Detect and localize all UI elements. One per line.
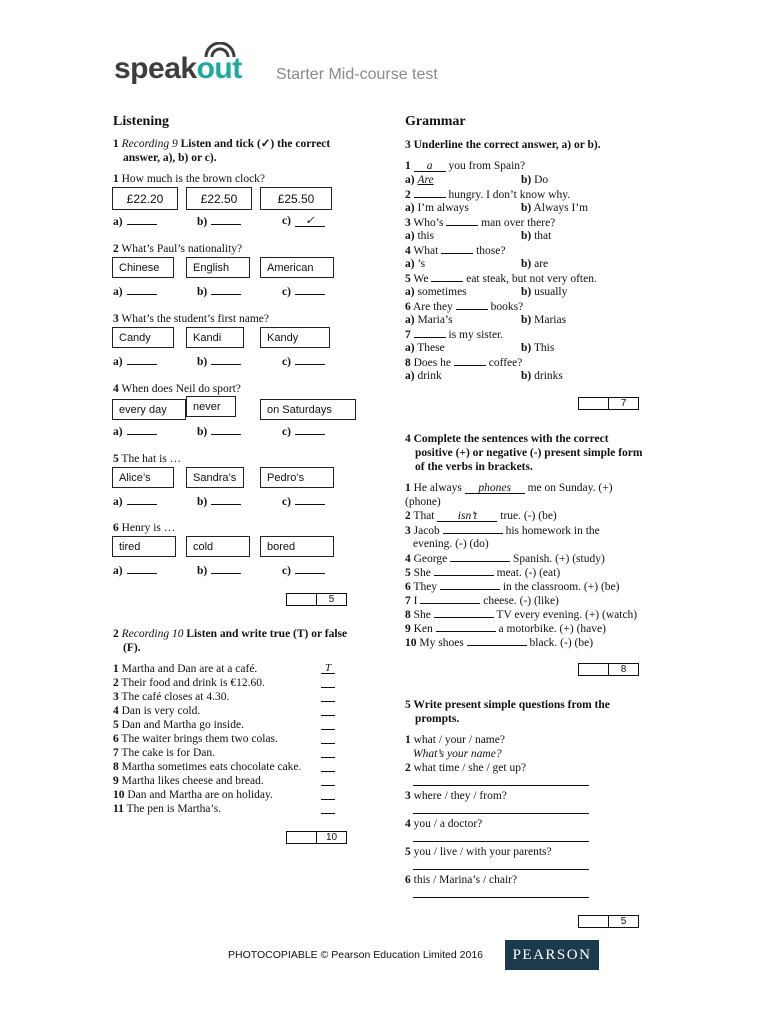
q4-sentence: 6 They in the classroom. (+) (be) [405,581,620,593]
q3-option-b[interactable]: b) usually [521,286,568,298]
q4-answer-blank[interactable] [436,621,496,632]
q3-sentence: 3 Who’s man over there? [405,217,556,229]
q1-option-box: cold [186,536,250,557]
q5-prompt: 3 where / they / from? [405,790,507,802]
q3-option-b[interactable]: b) that [521,230,552,242]
q3-option-a[interactable]: a) These [405,342,445,354]
q4-instruction-2: positive (+) or negative (-) present simple form [415,447,643,459]
q1-answer-blank[interactable]: b) [197,354,241,369]
q5-prompt: 1 what / your / name? [405,734,505,746]
q5-answer-line[interactable] [413,785,589,786]
q1-instruction-2: answer, a), b) or c). [123,152,217,164]
q4-sentence: 3 Jacob his homework in the [405,525,600,537]
q4-answer-blank[interactable] [434,565,494,576]
q2-instruction-2: (F). [123,642,141,654]
q1-instruction: 1 Recording 9 Listen and tick (✓) the correct [113,138,331,150]
q4-answer-blank[interactable] [420,593,480,604]
q2-statement: 6 The waiter brings them two colas. [113,733,278,745]
q3-sentence: 7 is my sister. [405,329,504,341]
q2-answer-blank[interactable] [321,691,335,702]
q3-option-b[interactable]: b) Always I’m [521,202,589,214]
q2-instruction: 2 Recording 10 Listen and write true (T) or false [113,628,348,640]
q1-option-box: never [186,396,236,417]
q3-option-a[interactable]: a) drink [405,370,442,382]
q4-answer-blank[interactable] [443,523,503,534]
logo-waves-icon [200,42,240,58]
q1-option-box: every day [112,399,186,420]
q2-answer-blank[interactable] [321,789,335,800]
photocopiable-note: PHOTOCOPIABLE © Pearson Education Limited 2016 [228,949,484,961]
q3-sentence: 2 hungry. I don’t know why. [405,189,571,201]
q1-option-box: Chinese [112,257,174,278]
q1-item-question: 4 When does Neil do sport? [113,383,241,395]
q1-option-box: Kandy [260,327,330,348]
q2-answer-blank[interactable] [321,677,335,688]
q3-sentence: 5 We eat steak, but not very often. [405,273,597,285]
q3-option-b[interactable]: b) are [521,258,549,270]
q4-sentence: 1 He always phones me on Sunday. (+) [405,482,613,494]
q1-score-box: 5 [286,593,347,606]
q4-answer-blank[interactable] [467,635,527,646]
q4-answer-blank[interactable] [450,551,510,562]
q2-statement: 2 Their food and drink is €12.60. [113,677,265,689]
q4-instruction-3: of the verbs in brackets. [415,461,533,473]
q1-answer-blank[interactable]: a) [113,354,157,369]
q1-option-box: on Saturdays [260,399,356,420]
q1-answer-blank[interactable]: c) [282,284,325,299]
q5-prompt: 2 what time / she / get up? [405,762,527,774]
q5-instruction-2: prompts. [415,713,460,725]
q2-statement: 1 Martha and Dan are at a café. [113,663,258,675]
page-subtitle: Starter Mid-course test [276,66,438,83]
q1-item-question: 6 Henry is … [113,522,176,534]
q1-option-box: English [186,257,250,278]
q4-sentence: 9 Ken a motorbike. (+) (have) [405,623,606,635]
q3-score-box: 7 [578,397,639,410]
pearson-logo: PEARSON [505,940,599,970]
q1-option-box: American [260,257,334,278]
q4-answer-blank[interactable] [434,607,494,618]
q3-option-a[interactable]: a) Maria’s [405,314,453,326]
q1-option-box: Candy [112,327,174,348]
q4-sentence: 4 George Spanish. (+) (study) [405,553,605,565]
q4-sentence: 8 She TV every evening. (+) (watch) [405,609,638,621]
q1-answer-blank[interactable]: b) [197,214,241,229]
q1-option-box: £22.50 [186,187,252,210]
q2-answer-blank[interactable] [321,705,335,716]
q3-option-b[interactable]: b) Marias [521,314,567,326]
q4-answer-blank[interactable] [440,579,500,590]
q1-answer-blank[interactable]: c) ✓ [282,214,325,228]
q5-score-box: 5 [578,915,639,928]
q4-sentence: 2 That isn’t true. (-) (be) [405,510,557,522]
q1-answer-blank[interactable]: c) [282,563,325,578]
q4-instruction: 4 Complete the sentences with the correct [405,433,609,445]
q2-answer-blank[interactable] [321,719,335,730]
q1-option-box: Alice’s [112,467,174,488]
q2-statement: 7 The cake is for Dan. [113,747,215,759]
q5-answer-line[interactable] [413,897,589,898]
q3-option-a[interactable]: a) Are [405,174,434,186]
q4-score-box: 8 [578,663,639,676]
logo-out: out [196,52,242,85]
q3-sentence: 6 Are they books? [405,301,524,313]
q1-item-question: 1 How much is the brown clock? [113,173,266,185]
q2-statement: 11 The pen is Martha’s. [113,803,222,815]
q1-answer-blank[interactable]: b) [197,563,241,578]
q2-statement: 9 Martha likes cheese and bread. [113,775,264,787]
q4-answer-blank[interactable]: phones [465,483,525,494]
listening-heading: Listening [113,114,170,129]
grammar-heading: Grammar [405,114,466,129]
q1-answer-blank[interactable]: a) [113,214,157,229]
q1-answer-blank[interactable]: b) [197,424,241,439]
q1-option-box: £22.20 [112,187,178,210]
q1-option-box: Sandra’s [186,467,244,488]
q4-sentence-cont: evening. (-) (do) [413,538,489,550]
q1-answer-blank[interactable]: b) [197,284,241,299]
q1-answer-blank[interactable]: c) [282,354,325,369]
q5-prompt: 4 you / a doctor? [405,818,483,830]
q2-statement: 3 The café closes at 4.30. [113,691,230,703]
logo-speak: speak [114,52,197,85]
q2-statement: 4 Dan is very cold. [113,705,201,717]
q5-answer-line[interactable] [413,841,589,842]
q3-option-a[interactable]: a) I’m always [405,202,469,214]
q3-sentence: 8 Does he coffee? [405,357,523,369]
q1-option-box: Pedro’s [260,467,334,488]
q2-statement: 8 Martha sometimes eats chocolate cake. [113,761,302,773]
q1-answer-blank[interactable]: a) [113,563,157,578]
q3-option-b[interactable]: b) This [521,342,555,354]
q2-answer-blank[interactable] [321,803,335,814]
q3-option-a[interactable]: a) sometimes [405,286,467,298]
q5-answer-line[interactable] [413,869,589,870]
q5-answer-line[interactable] [413,813,589,814]
q4-sentence: 5 She meat. (-) (eat) [405,567,561,579]
q2-answer-blank[interactable] [321,733,335,744]
q4-sentence: 10 My shoes black. (-) (be) [405,637,594,649]
q1-option-box: bored [260,536,334,557]
q3-option-a[interactable]: a) ’s [405,258,426,270]
q1-option-box: tired [112,536,176,557]
q3-option-b[interactable]: b) Do [521,174,549,186]
q1-answer-blank[interactable]: c) [282,424,325,439]
q1-item-question: 5 The hat is … [113,453,182,465]
q5-prompt: 5 you / live / with your parents? [405,846,552,858]
q1-answer-blank[interactable]: a) [113,494,157,509]
q5-instruction: 5 Write present simple questions from the [405,699,610,711]
q2-statement: 5 Dan and Martha go inside. [113,719,244,731]
q1-option-box: £25.50 [260,187,332,210]
q3-sentence: 1 a you from Spain? [405,160,526,172]
q1-answer-blank[interactable]: a) [113,424,157,439]
q1-item-question: 3 What’s the student’s first name? [113,313,269,325]
q2-answer-blank[interactable] [321,747,335,758]
q1-option-box: Kandi [186,327,244,348]
q3-option-a[interactable]: a) this [405,230,435,242]
q4-sentence: 7 I cheese. (-) (like) [405,595,559,607]
q2-statement: 10 Dan and Martha are on holiday. [113,789,273,801]
q5-prompt: 6 this / Marina’s / chair? [405,874,518,886]
q2-score-box: 10 [286,831,347,844]
q5-example-answer: What’s your name? [413,748,502,760]
q1-answer-blank[interactable]: b) [197,494,241,509]
q3-sentence: 4 What those? [405,245,506,257]
logo [114,52,242,92]
q3-instruction: 3 Underline the correct answer, a) or b). [405,139,601,151]
q4-sentence-cont: (phone) [405,496,441,508]
q4-answer-blank[interactable]: isn’t [437,511,497,522]
q1-answer-blank[interactable]: a) [113,284,157,299]
q3-option-b[interactable]: b) drinks [521,370,563,382]
q2-answer-blank[interactable] [321,775,335,786]
q1-answer-blank[interactable]: c) [282,494,325,509]
q2-answer-blank[interactable] [321,761,335,772]
q1-item-question: 2 What’s Paul’s nationality? [113,243,243,255]
q2-answer-blank[interactable]: T [321,663,335,674]
